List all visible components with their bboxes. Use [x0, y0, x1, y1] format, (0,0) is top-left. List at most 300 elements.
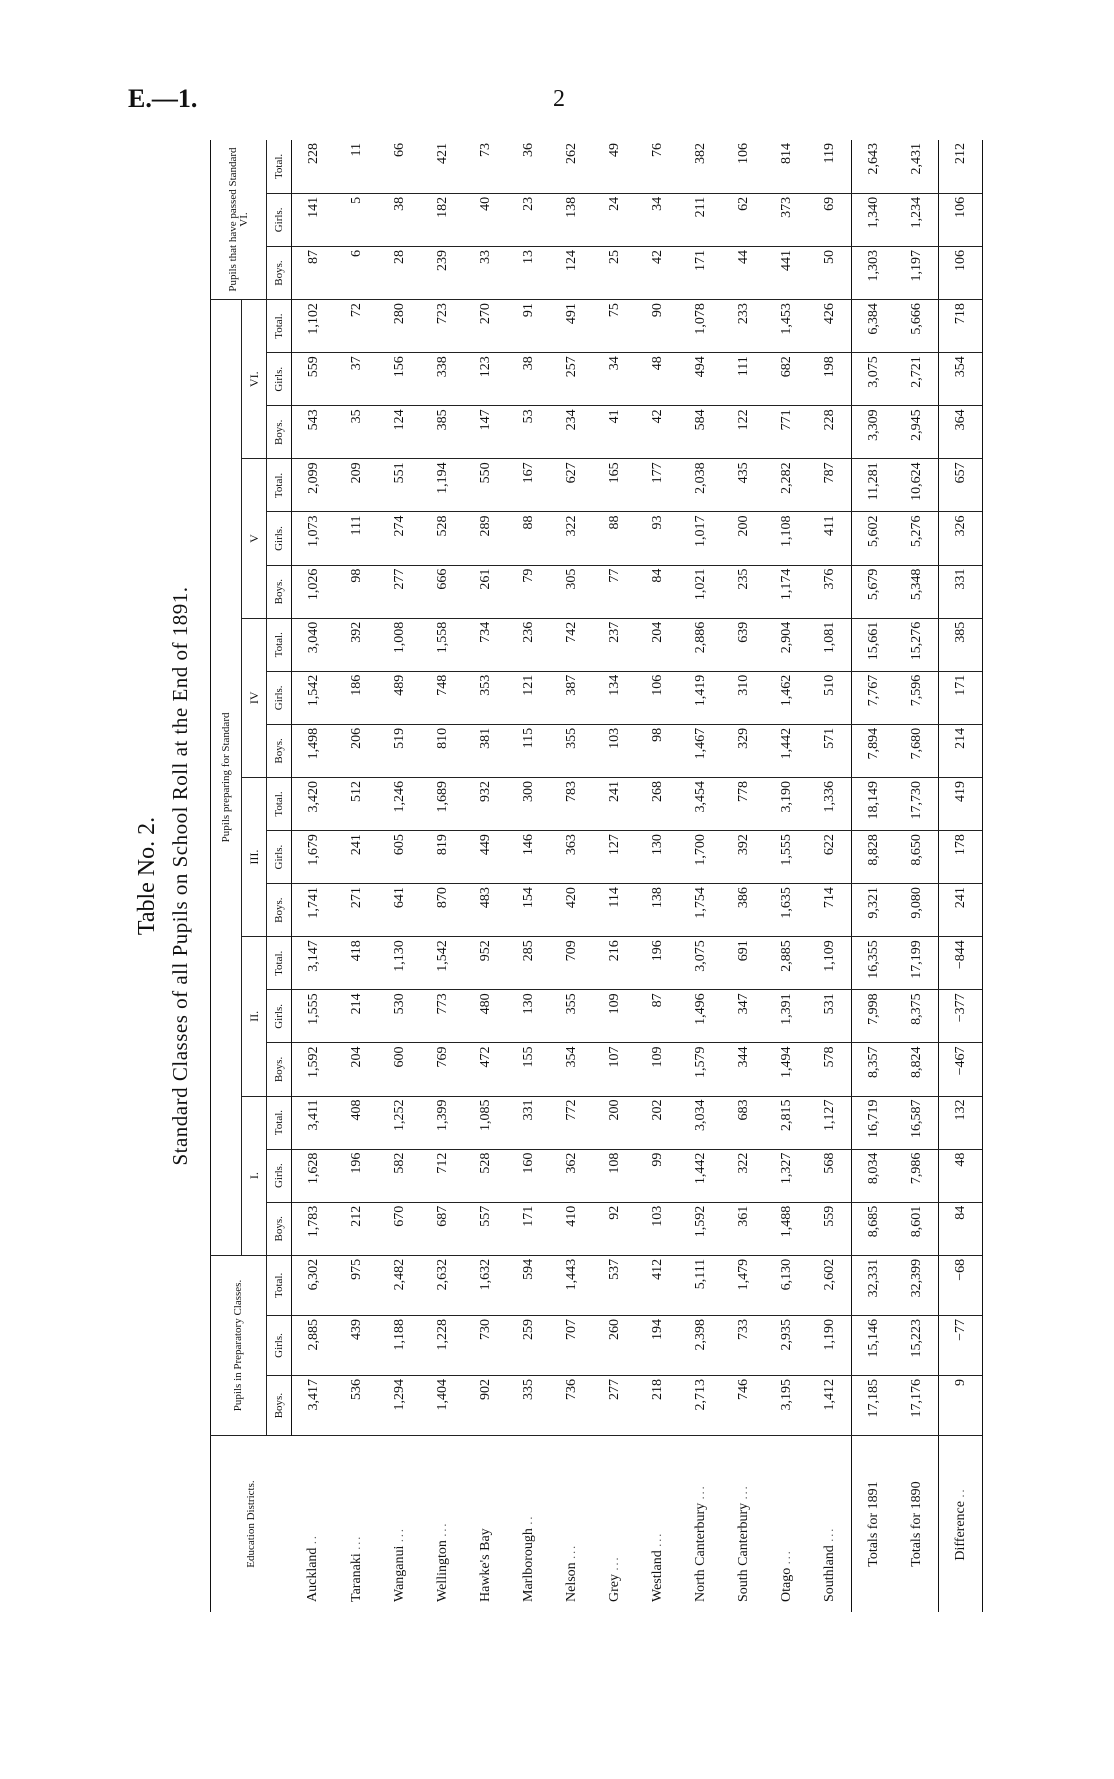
value-cell: 2,398: [679, 1315, 722, 1375]
value-cell: 16,355: [852, 937, 896, 990]
table-row: [852, 140, 896, 1612]
value-cell: 1,081: [808, 618, 852, 671]
value-cell: 34: [593, 353, 636, 406]
value-cell: 512: [335, 777, 378, 830]
value-cell: 2,643: [852, 140, 896, 193]
district-name: Southland: [821, 1545, 837, 1602]
value-cell: 241: [939, 884, 983, 937]
value-cell: 41: [593, 406, 636, 459]
value-cell: 550: [464, 459, 507, 512]
value-cell: 902: [464, 1376, 507, 1436]
value-cell: 48: [939, 1149, 983, 1202]
value-cell: 42: [636, 406, 679, 459]
value-cell: 106: [636, 671, 679, 724]
leader-dots: ...: [563, 1543, 578, 1559]
value-cell: 355: [550, 990, 593, 1043]
value-cell: 138: [636, 884, 679, 937]
value-cell: 582: [378, 1149, 421, 1202]
sub-header: Girls.: [267, 990, 292, 1043]
value-cell: 123: [464, 353, 507, 406]
value-cell: 742: [550, 618, 593, 671]
value-cell: 1,336: [808, 777, 852, 830]
value-cell: 1,442: [765, 724, 808, 777]
value-cell: 1,026: [292, 565, 336, 618]
value-cell: 5,111: [679, 1255, 722, 1315]
value-cell: 146: [507, 831, 550, 884]
value-cell: 277: [593, 1376, 636, 1436]
value-cell: 421: [421, 140, 464, 193]
sub-header: Boys.: [267, 246, 292, 299]
value-cell: 387: [550, 671, 593, 724]
value-cell: 194: [636, 1315, 679, 1375]
table-row: [378, 140, 421, 1612]
value-cell: 666: [421, 565, 464, 618]
value-cell: 48: [636, 353, 679, 406]
value-cell: 322: [550, 512, 593, 565]
table-row: [593, 140, 636, 1612]
value-cell: 3,040: [292, 618, 336, 671]
value-cell: 214: [939, 724, 983, 777]
value-cell: 1,399: [421, 1096, 464, 1149]
value-cell: 3,417: [292, 1376, 336, 1436]
value-cell: 239: [421, 246, 464, 299]
value-cell: 218: [636, 1376, 679, 1436]
value-cell: 40: [464, 193, 507, 246]
leader-dots: ..: [520, 1514, 535, 1525]
value-cell: 1,592: [292, 1043, 336, 1096]
value-cell: 260: [593, 1315, 636, 1375]
sub-header: Boys.: [267, 406, 292, 459]
value-cell: 870: [421, 884, 464, 937]
value-cell: 204: [335, 1043, 378, 1096]
value-cell: 494: [679, 353, 722, 406]
value-cell: 1,127: [808, 1096, 852, 1149]
district-name: Taranaki: [348, 1553, 364, 1602]
value-cell: 8,824: [895, 1043, 939, 1096]
value-cell: 9,080: [895, 884, 939, 937]
leader-dots: ...: [778, 1549, 793, 1565]
value-cell: 165: [593, 459, 636, 512]
table-row: [939, 140, 983, 1612]
value-cell: 1,073: [292, 512, 336, 565]
value-cell: 363: [550, 831, 593, 884]
value-cell: 480: [464, 990, 507, 1043]
value-cell: 814: [765, 140, 808, 193]
value-cell: 1,558: [421, 618, 464, 671]
value-cell: 344: [722, 1043, 765, 1096]
value-cell: 214: [335, 990, 378, 1043]
value-cell: 5: [335, 193, 378, 246]
value-cell: 483: [464, 884, 507, 937]
value-cell: 154: [507, 884, 550, 937]
value-cell: 353: [464, 671, 507, 724]
value-cell: 115: [507, 724, 550, 777]
table-row: [808, 140, 852, 1612]
value-cell: 156: [378, 353, 421, 406]
rotated-table-block: [130, 140, 968, 1612]
standard-header: III.: [242, 777, 267, 936]
leader-dots: ...: [821, 1526, 836, 1542]
value-cell: 605: [378, 831, 421, 884]
value-cell: 216: [593, 937, 636, 990]
value-cell: −68: [939, 1255, 983, 1315]
value-cell: 132: [939, 1096, 983, 1149]
value-cell: 1,130: [378, 937, 421, 990]
leader-dots: ...: [391, 1527, 406, 1543]
district-name: Otago: [778, 1567, 794, 1602]
value-cell: 386: [722, 884, 765, 937]
value-cell: 568: [808, 1149, 852, 1202]
value-cell: 109: [636, 1043, 679, 1096]
value-cell: 536: [335, 1376, 378, 1436]
value-cell: 1,246: [378, 777, 421, 830]
value-cell: 657: [939, 459, 983, 512]
district-name: Nelson: [563, 1562, 579, 1602]
value-cell: 1,419: [679, 671, 722, 724]
value-cell: 559: [808, 1202, 852, 1255]
table-row: [550, 140, 593, 1612]
value-cell: 639: [722, 618, 765, 671]
value-cell: 7,986: [895, 1149, 939, 1202]
table-title: Table No. 2.: [134, 816, 160, 936]
value-cell: 121: [507, 671, 550, 724]
value-cell: 241: [593, 777, 636, 830]
value-cell: 234: [550, 406, 593, 459]
value-cell: 32,399: [895, 1255, 939, 1315]
value-cell: 7,767: [852, 671, 896, 724]
leader-dots: ...: [649, 1531, 664, 1547]
value-cell: 1,303: [852, 246, 896, 299]
value-cell: 25: [593, 246, 636, 299]
value-cell: 2,282: [765, 459, 808, 512]
value-cell: 211: [679, 193, 722, 246]
value-cell: 329: [722, 724, 765, 777]
value-cell: 773: [421, 990, 464, 1043]
value-cell: 98: [636, 724, 679, 777]
value-cell: 385: [421, 406, 464, 459]
table-row: [292, 140, 336, 1612]
district-name: Marlborough: [520, 1528, 536, 1602]
value-cell: 17,185: [852, 1376, 896, 1436]
standard-header: IV: [242, 618, 267, 777]
value-cell: 528: [464, 1149, 507, 1202]
value-cell: 167: [507, 459, 550, 512]
value-cell: 622: [808, 831, 852, 884]
value-cell: 261: [464, 565, 507, 618]
value-cell: 24: [593, 193, 636, 246]
value-cell: 124: [378, 406, 421, 459]
value-cell: 200: [722, 512, 765, 565]
value-cell: 268: [636, 777, 679, 830]
value-cell: 76: [636, 140, 679, 193]
value-cell: 412: [636, 1255, 679, 1315]
table-row: [335, 140, 378, 1612]
value-cell: 952: [464, 937, 507, 990]
value-cell: 5,666: [895, 300, 939, 353]
value-cell: 787: [808, 459, 852, 512]
value-cell: 204: [636, 618, 679, 671]
value-cell: 257: [550, 353, 593, 406]
value-cell: 50: [808, 246, 852, 299]
value-cell: 87: [636, 990, 679, 1043]
value-cell: 1,188: [378, 1315, 421, 1375]
value-cell: 237: [593, 618, 636, 671]
value-cell: 420: [550, 884, 593, 937]
value-cell: 2,815: [765, 1096, 808, 1149]
value-cell: 1,467: [679, 724, 722, 777]
value-cell: −77: [939, 1315, 983, 1375]
value-cell: 87: [292, 246, 336, 299]
value-cell: 36: [507, 140, 550, 193]
value-cell: 233: [722, 300, 765, 353]
value-cell: 1,194: [421, 459, 464, 512]
sub-header: Girls.: [267, 353, 292, 406]
value-cell: 1,453: [765, 300, 808, 353]
value-cell: 34: [636, 193, 679, 246]
value-cell: 79: [507, 565, 550, 618]
sub-header: Boys.: [267, 1043, 292, 1096]
value-cell: 3,454: [679, 777, 722, 830]
standard-header: I.: [242, 1096, 267, 1255]
value-cell: 155: [507, 1043, 550, 1096]
sub-header: Total.: [267, 1096, 292, 1149]
value-cell: 769: [421, 1043, 464, 1096]
value-cell: 712: [421, 1149, 464, 1202]
value-cell: 1,494: [765, 1043, 808, 1096]
value-cell: 528: [421, 512, 464, 565]
value-cell: 9,321: [852, 884, 896, 937]
value-cell: 557: [464, 1202, 507, 1255]
value-cell: 2,886: [679, 618, 722, 671]
value-cell: 274: [378, 512, 421, 565]
value-cell: 5,602: [852, 512, 896, 565]
value-cell: 361: [722, 1202, 765, 1255]
standard-classes-table: [210, 140, 983, 1612]
value-cell: 354: [550, 1043, 593, 1096]
value-cell: 1,462: [765, 671, 808, 724]
value-cell: 1,479: [722, 1255, 765, 1315]
value-cell: 439: [335, 1315, 378, 1375]
value-cell: 90: [636, 300, 679, 353]
value-cell: 106: [939, 193, 983, 246]
district-cell: [765, 1436, 808, 1612]
preparing-header: Pupils preparing for Standard: [211, 300, 242, 1256]
value-cell: −467: [939, 1043, 983, 1096]
value-cell: 441: [765, 246, 808, 299]
value-cell: 331: [939, 565, 983, 618]
value-cell: 241: [335, 831, 378, 884]
value-cell: 182: [421, 193, 464, 246]
district-name: Auckland: [305, 1547, 321, 1602]
value-cell: 326: [939, 512, 983, 565]
value-cell: 9: [939, 1376, 983, 1436]
value-cell: 103: [593, 724, 636, 777]
value-cell: 228: [292, 140, 336, 193]
value-cell: 723: [421, 300, 464, 353]
value-cell: 2,885: [765, 937, 808, 990]
value-cell: 108: [593, 1149, 636, 1202]
value-cell: 228: [808, 406, 852, 459]
value-cell: 2,099: [292, 459, 336, 512]
value-cell: 84: [636, 565, 679, 618]
value-cell: 16,719: [852, 1096, 896, 1149]
value-cell: 15,276: [895, 618, 939, 671]
standard-header: II.: [242, 937, 267, 1096]
value-cell: 410: [550, 1202, 593, 1255]
value-cell: 975: [335, 1255, 378, 1315]
value-cell: 3,075: [852, 353, 896, 406]
value-cell: 177: [636, 459, 679, 512]
value-cell: 682: [765, 353, 808, 406]
leader-dots: ...: [735, 1484, 750, 1500]
district-cell: [895, 1436, 939, 1612]
value-cell: 196: [636, 937, 679, 990]
value-cell: 88: [507, 512, 550, 565]
value-cell: 8,375: [895, 990, 939, 1043]
value-cell: 551: [378, 459, 421, 512]
value-cell: 8,357: [852, 1043, 896, 1096]
value-cell: 107: [593, 1043, 636, 1096]
district-name: Totals for 1891: [865, 1481, 881, 1567]
value-cell: 6,384: [852, 300, 896, 353]
district-name: Westland: [649, 1550, 665, 1602]
value-cell: 1,579: [679, 1043, 722, 1096]
value-cell: 5,348: [895, 565, 939, 618]
value-cell: 2,945: [895, 406, 939, 459]
value-cell: 1,783: [292, 1202, 336, 1255]
value-cell: 53: [507, 406, 550, 459]
value-cell: −844: [939, 937, 983, 990]
value-cell: 3,075: [679, 937, 722, 990]
value-cell: 746: [722, 1376, 765, 1436]
value-cell: 338: [421, 353, 464, 406]
value-cell: 209: [335, 459, 378, 512]
value-cell: 7,596: [895, 671, 939, 724]
value-cell: 212: [335, 1202, 378, 1255]
value-cell: 331: [507, 1096, 550, 1149]
value-cell: 1,252: [378, 1096, 421, 1149]
district-cell: [939, 1436, 983, 1612]
value-cell: 289: [464, 512, 507, 565]
value-cell: 111: [335, 512, 378, 565]
value-cell: 347: [722, 990, 765, 1043]
value-cell: 6,130: [765, 1255, 808, 1315]
district-header: Education Districts.: [244, 1480, 257, 1568]
table-subtitle: Standard Classes of all Pupils on School Roll at the End of 1891.: [168, 586, 192, 1166]
value-cell: 670: [378, 1202, 421, 1255]
value-cell: 382: [679, 140, 722, 193]
value-cell: 408: [335, 1096, 378, 1149]
value-cell: 2,632: [421, 1255, 464, 1315]
value-cell: 127: [593, 831, 636, 884]
district-name: Wanganui: [391, 1545, 407, 1602]
value-cell: 1,228: [421, 1315, 464, 1375]
value-cell: 99: [636, 1149, 679, 1202]
district-name: Grey: [606, 1574, 622, 1602]
district-name: North Canterbury: [692, 1502, 708, 1602]
value-cell: 5,679: [852, 565, 896, 618]
value-cell: 783: [550, 777, 593, 830]
value-cell: 3,411: [292, 1096, 336, 1149]
value-cell: 1,294: [378, 1376, 421, 1436]
value-cell: 519: [378, 724, 421, 777]
sub-header: Girls.: [267, 193, 292, 246]
value-cell: 3,190: [765, 777, 808, 830]
sub-header: Girls.: [267, 1149, 292, 1202]
value-cell: 1,021: [679, 565, 722, 618]
value-cell: 37: [335, 353, 378, 406]
value-cell: 270: [464, 300, 507, 353]
value-cell: 707: [550, 1315, 593, 1375]
value-cell: 392: [722, 831, 765, 884]
leader-dots: ..: [305, 1534, 320, 1545]
value-cell: 1,488: [765, 1202, 808, 1255]
value-cell: 280: [378, 300, 421, 353]
value-cell: 49: [593, 140, 636, 193]
value-cell: 16,587: [895, 1096, 939, 1149]
sub-header: Boys.: [267, 1376, 292, 1436]
value-cell: 1,679: [292, 831, 336, 884]
value-cell: 6,302: [292, 1255, 336, 1315]
value-cell: 1,078: [679, 300, 722, 353]
value-cell: 200: [593, 1096, 636, 1149]
sub-header: Girls.: [267, 831, 292, 884]
value-cell: 385: [939, 618, 983, 671]
value-cell: 1,542: [292, 671, 336, 724]
value-cell: 1,412: [808, 1376, 852, 1436]
value-cell: 1,700: [679, 831, 722, 884]
value-cell: 124: [550, 246, 593, 299]
value-cell: 18,149: [852, 777, 896, 830]
value-cell: 15,146: [852, 1315, 896, 1375]
value-cell: 491: [550, 300, 593, 353]
table-row: [636, 140, 679, 1612]
value-cell: 510: [808, 671, 852, 724]
district-cell: [722, 1436, 765, 1612]
value-cell: 392: [335, 618, 378, 671]
value-cell: 1,102: [292, 300, 336, 353]
sub-header: Girls.: [267, 512, 292, 565]
value-cell: 709: [550, 937, 593, 990]
value-cell: 771: [765, 406, 808, 459]
sub-header: Girls.: [267, 671, 292, 724]
value-cell: 1,108: [765, 512, 808, 565]
value-cell: 2,935: [765, 1315, 808, 1375]
value-cell: 84: [939, 1202, 983, 1255]
table-row: [464, 140, 507, 1612]
value-cell: 1,542: [421, 937, 464, 990]
value-cell: 472: [464, 1043, 507, 1096]
value-cell: 3,034: [679, 1096, 722, 1149]
value-cell: 2,431: [895, 140, 939, 193]
district-name: Totals for 1890: [908, 1481, 924, 1567]
sub-header: Total.: [267, 459, 292, 512]
value-cell: 7,680: [895, 724, 939, 777]
passed-header: Pupils that have passed Standard VI.: [211, 140, 267, 300]
district-cell: [593, 1436, 636, 1612]
value-cell: 2,482: [378, 1255, 421, 1315]
value-cell: 418: [335, 937, 378, 990]
value-cell: 426: [808, 300, 852, 353]
value-cell: 69: [808, 193, 852, 246]
value-cell: 1,008: [378, 618, 421, 671]
value-cell: 1,689: [421, 777, 464, 830]
value-cell: 196: [335, 1149, 378, 1202]
district-cell: [852, 1436, 896, 1612]
value-cell: 3,195: [765, 1376, 808, 1436]
value-cell: 6: [335, 246, 378, 299]
value-cell: 77: [593, 565, 636, 618]
